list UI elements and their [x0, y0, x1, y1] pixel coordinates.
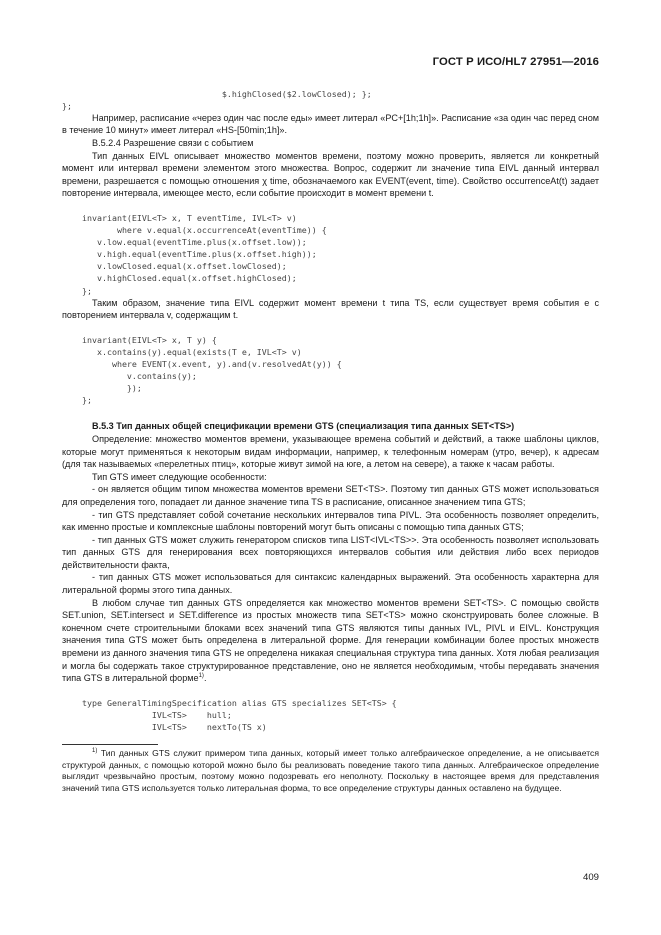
- subsection-heading-b524: B.5.2.4 Разрешение связи с событием: [92, 137, 254, 148]
- section-heading-b53: B.5.3 Тип данных общей спецификации времени GTS (специализация типа данных SET<TS>): [92, 421, 515, 432]
- code-line: v.lowClosed.equal(x.offset.lowClosed);: [62, 261, 287, 272]
- code-line: };: [62, 395, 92, 406]
- code-line: IVL<TS> hull;: [62, 709, 232, 720]
- code-line: where EVENT(x.event, y).and(v.resolvedAt(y)) {: [62, 358, 342, 369]
- paragraph-eivl-contains: Таким образом, значение типа EIVL содержит момент времени t типа TS, если существует время события e с повторением интервала v, содержащим t.: [62, 297, 599, 321]
- code-line: invariant(EIVL<T> x, T y) {: [62, 334, 217, 345]
- code-block-high-closed: [62, 88, 599, 112]
- page-number: 409: [582, 872, 599, 883]
- code-line: };: [62, 285, 92, 296]
- list-item-feature-1: - он является общим типом множества моментов времени SET<TS>. Поэтому тип данных GTS может использоваться для определения того, попадает ли данное значение типа TS в расписание, описанное значением типа GTS;: [62, 484, 599, 507]
- code-line: });: [62, 383, 142, 394]
- paragraph-end: .: [203, 673, 207, 684]
- code-block-occurrence-at: [62, 212, 599, 297]
- document-header: ГОСТ Р ИСО/HL7 27951—2016: [432, 56, 599, 68]
- code-line: v.high.equal(eventTime.plus(x.offset.high));: [62, 249, 317, 260]
- footnote-text: Тип данных GTS служит примером типа данных, который имеет только алгебраическое определение, а не описывается структурой данных, с помощью которой можно было бы реализовать поведение такого типа данных. Алгебраическое определение выглядит чрезвычайно простым, поэтому можно подозревать его неполноту. Поскольку в настоящее время для представления значений типа GTS используется только литеральная форма, то все определение структуры данных оставлено на будущее.: [62, 748, 599, 793]
- paragraph-gts-construction: [62, 597, 599, 685]
- code-line: where v.equal(x.occurrenceAt(eventTime)) {: [62, 225, 327, 236]
- paragraph-schedule-example: Например, расписание «через один час после еды» имеет литерал «PC+[1h;1h]». Расписание «за один час перед сном в течение 10 минут» имеет литерал «HS-[50min;1h]».: [62, 112, 599, 136]
- paragraph-gts-definition: Определение: множество моментов времени, указывающее времена событий и действий, а также шаблоны циклов, которые могут применяться к некоторым видам информации, например, к телефонным номерам (утро, вечер), к адресам (для так называемых «перелетных птиц», которые живут зимой на юге, а летом на севере), а также к часам работы.: [62, 433, 599, 470]
- code-line: invariant(EIVL<T> x, T eventTime, IVL<T> v): [62, 212, 297, 223]
- paragraph-text: В любом случае тип данных GTS определяется как множество моментов времени SET<TS>. С помощью свойств SET.union, SET.intersect и SET.difference из простых множеств типа SET<TS> можно сконструировать более сложные. В конечном счете строительными блоками всех значений типа GTS являются типы данных IVL, PIVL и EIVL. Конструкция значения типа GTS может быть определена в литеральной форме. Для генерации комбинации более простых множеств времени из данного значения типа GTS не определена никакая специальная структура типа данных. Хотя любая реализация и могла бы содержать такое структурированное представление, оно не является необходимым, чтобы передавать значения типа GTS в литеральной форме: [62, 597, 599, 684]
- footnote-mark: 1): [92, 748, 98, 755]
- paragraph-eivl-description: Тип данных EIVL описывает множество моментов времени, поэтому можно проверить, является ли конкретный момент или интервал времени элементом этого множества. Вопрос, содержит ли значение типа EIVL данный интервал времени, разрешается с помощью отношения χ time, обозначаемого как EVENT(event, time). Свойство occurrenceAt(t) задает повторение интервала, имеющее место, если событие происходит в момент времени t.: [62, 150, 599, 199]
- code-line: v.highClosed.equal(x.offset.highClosed);: [62, 273, 297, 284]
- paragraph-gts-features-intro: Тип GTS имеет следующие особенности:: [92, 471, 267, 482]
- code-line: };: [62, 100, 72, 111]
- code-line: v.contains(y);: [62, 371, 197, 382]
- code-line: type GeneralTimingSpecification alias GTS specializes SET<TS> {: [62, 697, 397, 708]
- code-line: x.contains(y).equal(exists(T e, IVL<T> v): [62, 346, 302, 357]
- code-line: $.highClosed($2.lowClosed); };: [62, 88, 372, 99]
- list-item-feature-3: - тип данных GTS может служить генератором списков типа LIST<IVL<TS>>. Эта особенность позволяет использовать тип данных GTS для генерирования всех повторяющихся интервалов события или действия либо всех периодов действительности факта,: [62, 534, 599, 570]
- code-block-contains: [62, 334, 599, 407]
- footnote-divider: [62, 744, 158, 745]
- code-line: v.low.equal(eventTime.plus(x.offset.low));: [62, 237, 307, 248]
- code-line: IVL<TS> nextTo(TS x): [62, 722, 267, 732]
- footnote-ref[interactable]: 1): [198, 673, 204, 680]
- code-block-gts-type: [62, 697, 599, 733]
- list-item-feature-4: - тип данных GTS может использоваться для синтаксис календарных выражений. Эта особенность характерна для литеральной формы этого типа данных.: [62, 572, 599, 596]
- footnote: [62, 748, 599, 794]
- list-item-feature-2: - тип GTS представляет собой сочетание нескольких интервалов типа PIVL. Эта особенность позволяет определить, как именно простые и комплексные шаблоны повторений могут быть описаны с помощью типа данных GTS;: [62, 509, 599, 533]
